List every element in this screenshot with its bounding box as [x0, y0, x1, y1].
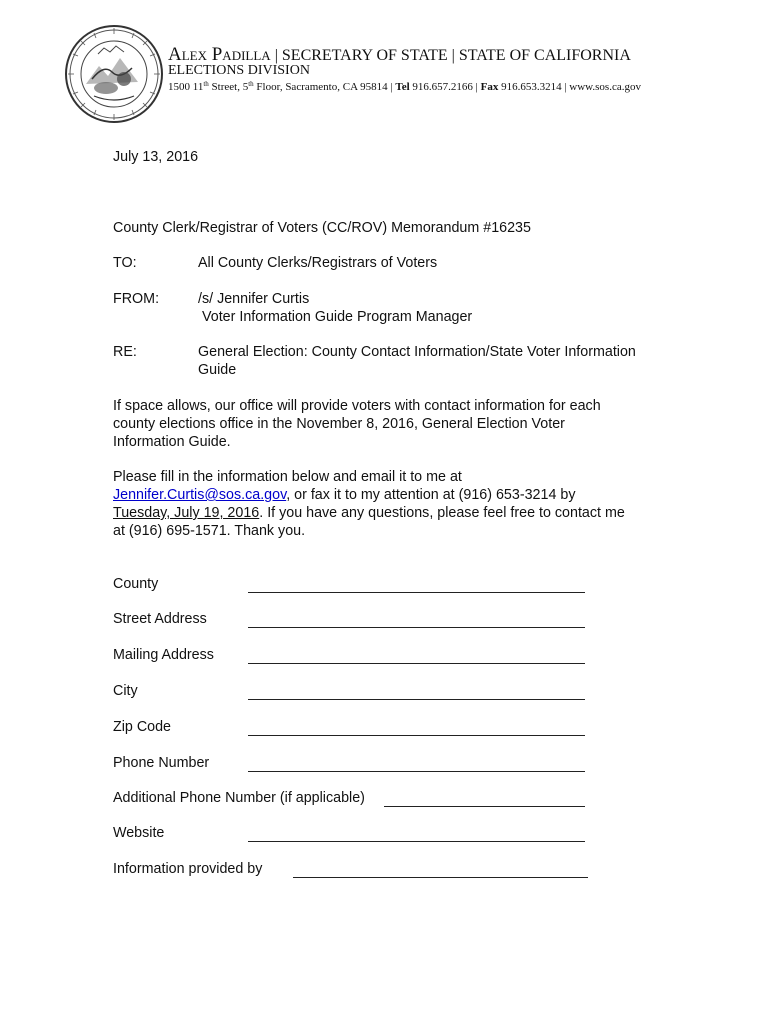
- re-subject-line2: Guide: [198, 362, 237, 378]
- field-label-street-address: Street Address: [113, 611, 207, 627]
- field-label-county: County: [113, 576, 159, 592]
- para2-line2: Jennifer.Curtis@sos.ca.gov, or fax it to my attention at (916) 653-3214 by: [113, 487, 576, 503]
- field-line-zip-code[interactable]: [248, 735, 585, 736]
- para1-line2: county elections office in the November 8, 2016, General Election Voter: [113, 416, 565, 432]
- field-label-phone-number: Phone Number: [113, 755, 210, 771]
- re-subject-line1: General Election: County Contact Information/State Voter Information: [198, 344, 636, 360]
- field-line-phone-number[interactable]: [248, 771, 585, 772]
- field-line-mailing-address[interactable]: [248, 663, 585, 664]
- from-name: /s/ Jennifer Curtis: [198, 291, 310, 307]
- field-label-city: City: [113, 683, 138, 699]
- tel-label: Tel: [395, 81, 410, 93]
- email-link[interactable]: Jennifer.Curtis@sos.ca.gov: [113, 487, 287, 503]
- from-title: Voter Information Guide Program Manager: [202, 309, 473, 325]
- office-address: 1500 11th Street, 5th Floor, Sacramento, CA 95814 | Tel 916.657.2166 | Fax 916.653.3214 | www.sos.ca.gov: [168, 80, 641, 93]
- header-separator: |: [270, 47, 282, 64]
- to-label: TO:: [113, 255, 137, 271]
- office-title: SECRETARY OF STATE | STATE OF CALIFORNIA: [281, 47, 631, 64]
- fax-label: Fax: [480, 81, 499, 93]
- secretary-name: Alex Padilla: [168, 44, 271, 65]
- para2-line3: Tuesday, July 19, 2016. If you have any questions, please feel free to contact me: [113, 505, 625, 521]
- to-value: All County Clerks/Registrars of Voters: [198, 255, 438, 271]
- tel-value: 916.657.2166 |: [409, 81, 481, 93]
- memo-date: July 13, 2016: [113, 149, 199, 165]
- para1-line3: Information Guide.: [113, 434, 231, 450]
- field-line-county[interactable]: [248, 592, 585, 593]
- para1-line1: If space allows, our office will provide voters with contact information for each: [113, 398, 601, 414]
- para2-line4: at (916) 695-1571. Thank you.: [113, 523, 306, 539]
- field-label-mailing-address: Mailing Address: [113, 647, 214, 663]
- field-line-street-address[interactable]: [248, 627, 585, 628]
- fax-value: 916.653.3214 | www.sos.ca.gov: [498, 81, 641, 93]
- field-line-website[interactable]: [248, 841, 585, 842]
- field-line-information-provided-by[interactable]: [293, 877, 588, 878]
- field-line-city[interactable]: [248, 699, 585, 700]
- california-state-seal: [64, 24, 164, 124]
- re-label: RE:: [113, 344, 137, 360]
- from-label: FROM:: [113, 291, 160, 307]
- deadline-date: Tuesday, July 19, 2016: [113, 505, 260, 521]
- para2-line1: Please fill in the information below and email it to me at: [113, 469, 462, 485]
- division-name: ELECTIONS DIVISION: [168, 63, 310, 78]
- field-label-information-provided-by: Information provided by: [113, 861, 263, 877]
- memo-title: County Clerk/Registrar of Voters (CC/ROV) Memorandum #16235: [113, 220, 531, 236]
- field-label-website: Website: [113, 825, 165, 841]
- field-line-additional-phone[interactable]: [384, 806, 585, 807]
- field-label-zip-code: Zip Code: [113, 719, 172, 735]
- field-label-additional-phone: Additional Phone Number (if applicable): [113, 790, 365, 806]
